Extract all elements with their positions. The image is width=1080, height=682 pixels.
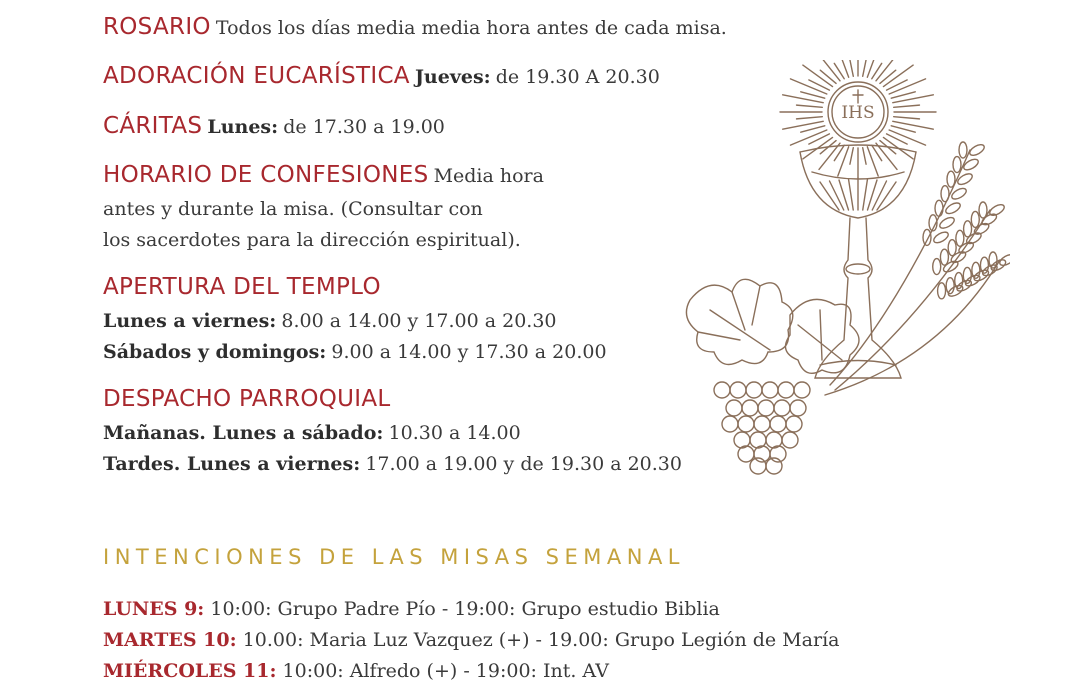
caritas-day: Lunes: [207,116,279,138]
adoracion-day: Jueves: [414,66,491,88]
mass-day-2: MARTES 10: [103,629,237,651]
despacho-title: DESPACHO PARROQUIAL [103,386,391,412]
mass-row-3 [103,660,609,682]
confesiones-title: HORARIO DE CONFESIONES [103,162,429,188]
confesiones-line3: los sacerdotes para la dirección espiritual). [103,229,521,251]
apertura-row2-label: Sábados y domingos: [103,341,327,363]
mass-text-3: 10:00: Alfredo (+) - 19:00: Int. AV [282,660,609,682]
adoracion-line [103,63,660,89]
confesiones-line1: Media hora [433,165,544,187]
mass-text-2: 10.00: Maria Luz Vazquez (+) - 19.00: Grupo Legión de María [242,629,840,651]
despacho-row1-text: 10.30 a 14.00 [388,422,521,444]
rosario-line [103,14,727,40]
rosario-text: Todos los días media media hora antes de cada misa. [215,17,727,39]
despacho-row-1 [103,422,521,444]
apertura-row-2 [103,341,607,363]
apertura-row1-label: Lunes a viernes: [103,310,277,332]
mass-day-3: MIÉRCOLES 11: [103,660,277,682]
apertura-row2-text: 9.00 a 14.00 y 17.30 a 20.00 [331,341,607,363]
caritas-text: de 17.30 a 19.00 [283,116,445,138]
adoracion-text: de 19.30 A 20.30 [495,66,660,88]
apertura-title: APERTURA DEL TEMPLO [103,274,381,300]
grape-leaf-icon [686,279,859,373]
apertura-row1-text: 8.00 a 14.00 y 17.00 a 20.30 [281,310,557,332]
mass-row-1 [103,598,720,620]
wheat-icon [825,142,1010,395]
confesiones-line2: antes y durante la misa. (Consultar con [103,198,483,220]
despacho-row1-label: Mañanas. Lunes a sábado: [103,422,384,444]
despacho-row-2 [103,453,682,475]
grapes-icon [714,382,810,474]
caritas-line [103,113,445,139]
eucharist-illustration [670,60,1010,480]
adoracion-title: ADORACIÓN EUCARÍSTICA [103,63,410,89]
mass-row-2 [103,629,840,651]
despacho-row2-text: 17.00 a 19.00 y de 19.30 a 20.30 [365,453,682,475]
despacho-row2-label: Tardes. Lunes a viernes: [103,453,361,475]
apertura-row-1 [103,310,557,332]
mass-day-1: LUNES 9: [103,598,205,620]
caritas-title: CÁRITAS [103,113,203,139]
mass-text-1: 10:00: Grupo Padre Pío - 19:00: Grupo estudio Biblia [210,598,720,620]
rosario-title: ROSARIO [103,14,211,40]
confesiones-line [103,162,544,188]
intenciones-title: INTENCIONES DE LAS MISAS SEMANAL [103,545,686,569]
chalice-stem [815,218,901,378]
monogram: IHS [841,103,875,123]
